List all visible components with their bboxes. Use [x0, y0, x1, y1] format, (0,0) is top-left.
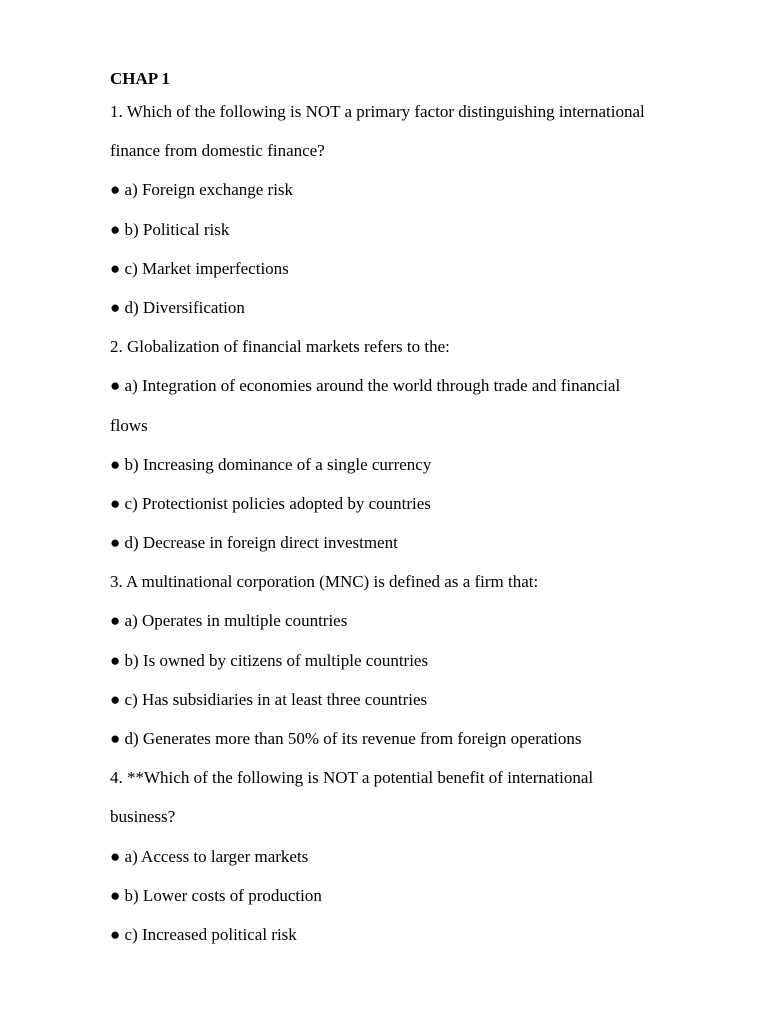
question-4-line-2: business? — [110, 807, 176, 827]
question-3-option-d: ● d) Generates more than 50% of its revenue from foreign operations — [110, 729, 582, 748]
question-3-option-c: ● c) Has subsidiaries in at least three countries — [110, 689, 428, 709]
question-3-option-a: ● a) Operates in multiple countries — [110, 611, 348, 631]
question-2-option-b: ● b) Increasing dominance of a single currency — [110, 454, 432, 474]
question-1-option-c: ● c) Market imperfections — [110, 258, 289, 278]
question-1-option-b: ● b) Political risk — [110, 219, 230, 239]
question-1-option-d: ● d) Diversification — [110, 297, 245, 317]
question-1-option-a: ● a) Foreign exchange risk — [110, 180, 294, 200]
question-4-option-c: ● c) Increased political risk — [110, 924, 297, 944]
question-2-option-c: ● c) Protectionist policies adopted by countries — [110, 493, 431, 513]
question-4-option-b: ● b) Lower costs of production — [110, 885, 322, 905]
question-2-option-d: ● d) Decrease in foreign direct investment — [110, 533, 398, 553]
question-1-line-1: 1. Which of the following is NOT a primary factor distinguishing international — [110, 102, 645, 121]
chapter-heading: CHAP 1 — [110, 69, 170, 88]
question-1-line-2: finance from domestic finance? — [110, 141, 325, 161]
document-page — [110, 66, 710, 954]
question-2-option-a-line-1: ● a) Integration of economies around the world through trade and financial — [110, 376, 621, 396]
question-2: 2. Globalization of financial markets refers to the: — [110, 337, 450, 357]
question-4-line-1: 4. **Which of the following is NOT a potential benefit of international — [110, 768, 594, 788]
question-4-option-a: ● a) Access to larger markets — [110, 846, 309, 866]
question-3-option-b: ● b) Is owned by citizens of multiple countries — [110, 650, 429, 670]
question-3: 3. A multinational corporation (MNC) is defined as a firm that: — [110, 572, 539, 592]
question-2-option-a-line-2: flows — [110, 415, 148, 435]
